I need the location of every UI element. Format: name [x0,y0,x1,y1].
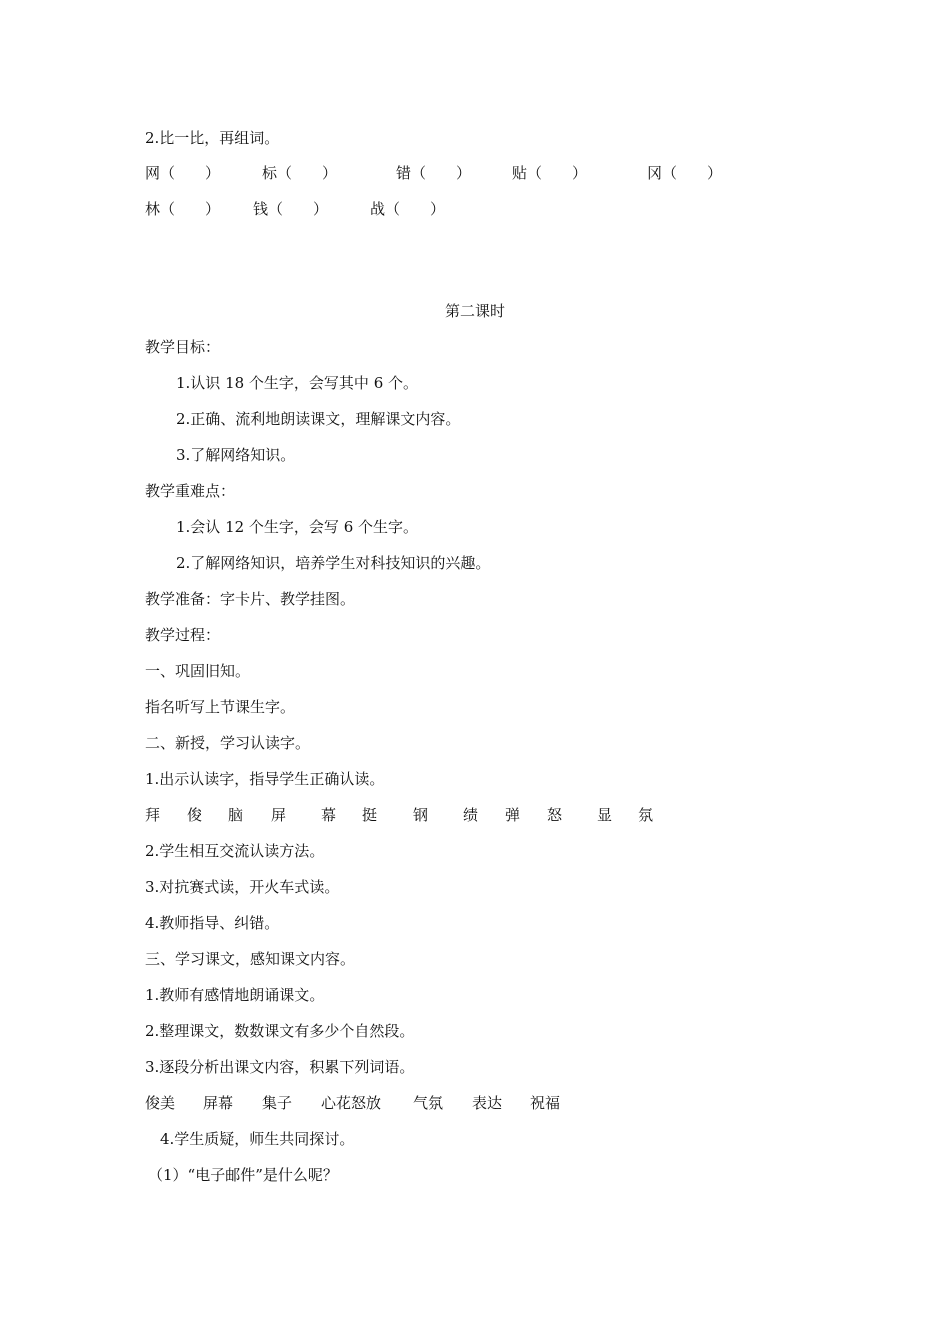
step-text: 3.逐段分析出课文内容，积累下列词语。 [145,1058,415,1076]
step-text: 2.整理课文，数数课文有多少个自然段。 [145,1022,415,1040]
reading-char: 挺 [362,806,378,824]
reading-char: 绩 [463,806,479,824]
reading-char: 弹 [505,806,521,824]
keypoint-item: 2.了解网络知识，培养学生对科技知识的兴趣。 [176,554,491,572]
step-text: 指名听写上节课生字。 [145,698,296,716]
step-heading: 三、学习课文，感知课文内容。 [145,950,356,968]
goal-item: 3.了解网络知识。 [176,446,296,464]
compare-item: 战（ ） [370,200,446,218]
goals-label: 教学目标： [145,338,221,356]
reading-char: 怒 [547,806,563,824]
step-text: 4.教师指导、纠错。 [145,914,280,932]
vocab-word: 表达 [472,1094,503,1112]
compare-item: 钱（ ） [253,200,329,218]
compare-item: 错（ ） [396,164,472,182]
step-heading: 二、新授，学习认读字。 [145,734,311,752]
compare-item: 标（ ） [262,164,338,182]
step-text: 1.教师有感情地朗诵课文。 [145,986,325,1004]
compare-item: 冈（ ） [647,164,723,182]
reading-char: 脑 [228,806,244,824]
vocab-word: 祝福 [530,1094,561,1112]
step-text: 1.出示认读字，指导学生正确认读。 [145,770,385,788]
compare-row-2 [0,199,950,219]
compare-item: 网（ ） [145,164,221,182]
reading-char: 幕 [321,806,337,824]
process-label: 教学过程： [145,626,221,644]
vocab-word: 气氛 [413,1094,444,1112]
goal-item: 2.正确、流利地朗读课文，理解课文内容。 [176,410,461,428]
vocab-word: 屏幕 [203,1094,234,1112]
vocab-row [0,1093,950,1113]
question-text: （1）“电子邮件”是什么呢？ [148,1166,338,1184]
vocab-word: 俊美 [145,1094,176,1112]
step-text: 3.对抗赛式读，开火车式读。 [145,878,340,896]
compare-item: 林（ ） [145,200,221,218]
compare-item: 贴（ ） [512,164,588,182]
vocab-word: 心花怒放 [321,1094,382,1112]
keypoints-label: 教学重难点： [145,482,236,500]
reading-char: 钢 [413,806,429,824]
keypoint-item: 1.会认 12 个生字，会写 6 个生字。 [176,518,419,536]
reading-char: 显 [597,806,613,824]
step-text: 4.学生质疑，师生共同探讨。 [160,1130,355,1148]
reading-char: 拜 [145,806,161,824]
reading-char: 屏 [271,806,287,824]
reading-char: 氛 [638,806,654,824]
section-heading: 第二课时 [444,302,505,320]
goal-item: 1.认识 18 个生字，会写其中 6 个。 [176,374,419,392]
reading-char: 俊 [187,806,203,824]
step-text: 2.学生相互交流认读方法。 [145,842,325,860]
prep-text: 教学准备：字卡片、教学挂图。 [145,590,356,608]
vocab-word: 集子 [262,1094,293,1112]
reading-chars-row [0,805,950,825]
compare-row-1 [0,163,950,183]
exercise-title: 2.比一比，再组词。 [145,129,280,147]
step-heading: 一、巩固旧知。 [145,662,251,680]
